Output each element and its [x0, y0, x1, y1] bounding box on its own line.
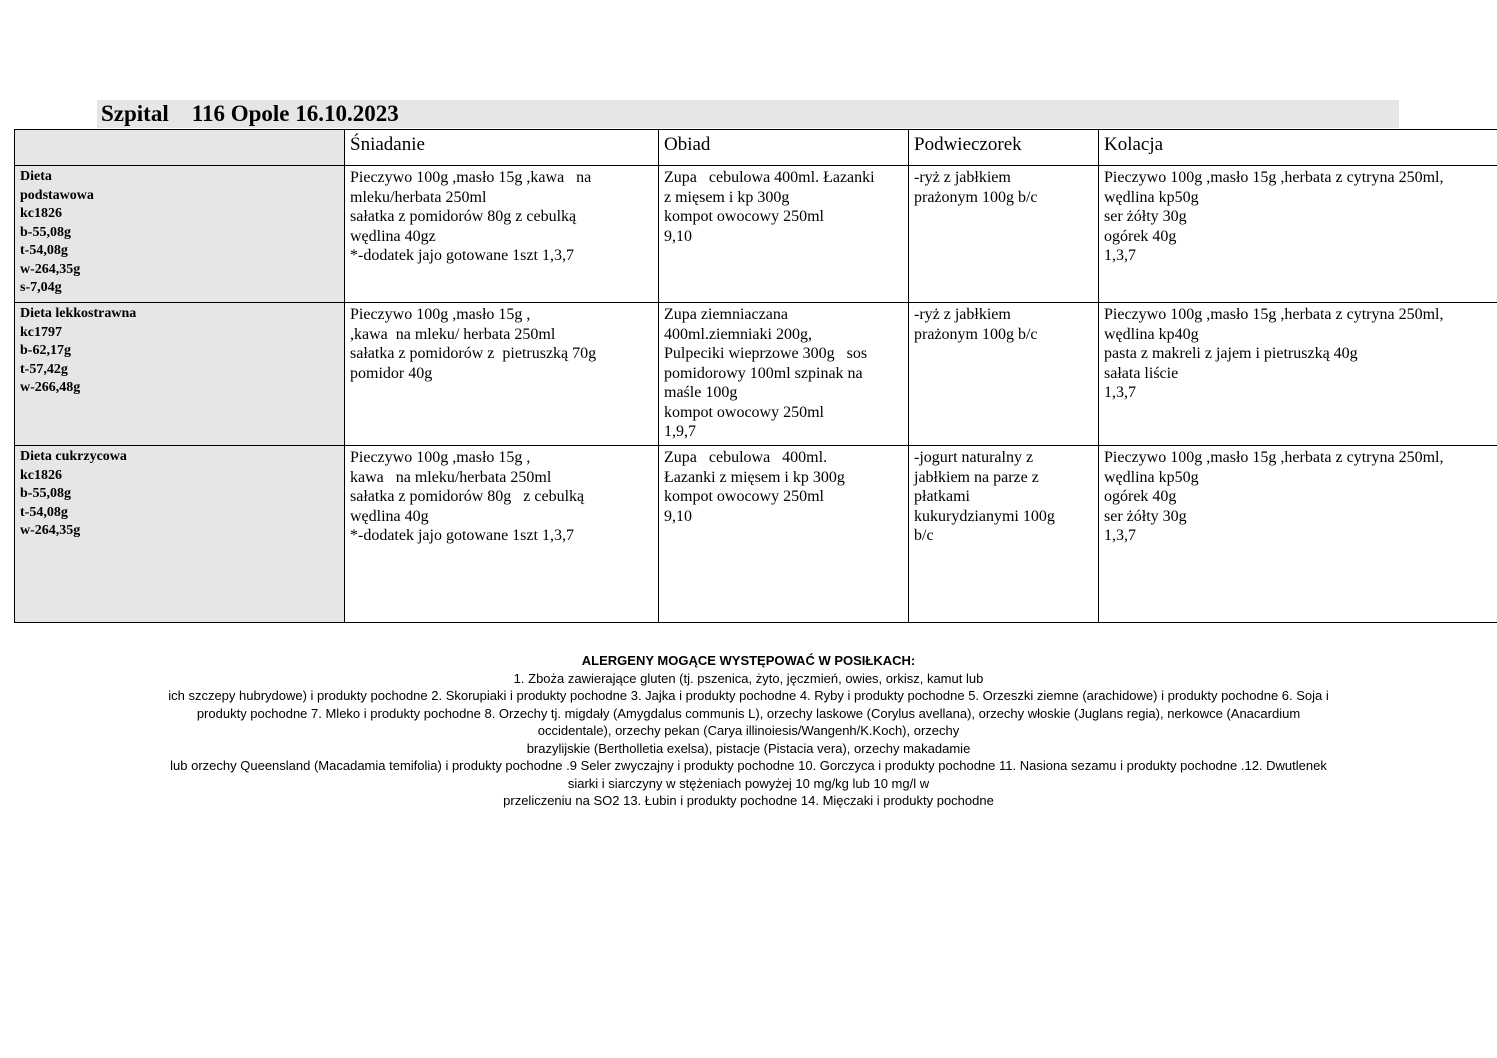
allergens-line: 1. Zboża zawierające gluten (tj. pszenica, żyto, jęczmień, owies, orkisz, kamut lub — [513, 670, 984, 686]
meal-line: sałatka z pomidorów 80g z cebulką — [350, 208, 577, 225]
obiad-cell — [659, 166, 909, 303]
obiad-cell — [659, 303, 909, 446]
meal-line: jabłkiem na parze z — [914, 468, 1039, 486]
meal-line: 400ml.ziemniaki 200g, — [664, 325, 812, 343]
meal-line: -ryż z jabłkiem — [914, 306, 1011, 323]
obiad-cell — [659, 446, 909, 623]
meal-line: ogórek 40g — [1104, 227, 1177, 245]
diet-line: podstawowa — [20, 187, 94, 203]
diet-line: w-264,35g — [20, 261, 81, 277]
meal-line: prażonym 100g b/c — [914, 188, 1038, 206]
table-row — [15, 446, 1497, 623]
meal-line: kompot owocowy 250ml — [664, 208, 824, 225]
allergens-line: brazylijskie (Bertholletia exelsa), pistacje (Pistacia vera), orzechy makadamie — [526, 740, 971, 756]
meal-line: pomidor 40g — [350, 364, 433, 382]
meal-line: sałatka z pomidorów z pietruszką 70g — [350, 345, 597, 362]
diet-line: b-55,08g — [20, 486, 71, 501]
diet-line: b-62,17g — [20, 343, 71, 358]
page-title: Szpital 116 Opole 16.10.2023 — [101, 101, 399, 126]
allergens-line: przeliczeniu na SO2 13. Łubin i produkty pochodne 14. Mięczaki i produkty pochodne — [503, 793, 994, 808]
meal-line: z mięsem i kp 300g — [664, 188, 790, 206]
meal-line: prażonym 100g b/c — [914, 325, 1038, 343]
allergens-line: lub orzechy Queensland (Macadamia temifolia) i produkty pochodne .9 Seler zwyczajny i produkty pochodne 10. Gorczyca i produkty pochodne 11. Nasiona sezamu i produkty pochodne .12. Dwutlenek — [170, 758, 1327, 773]
diet-line: Dieta cukrzycowa — [20, 449, 127, 464]
diet-line: t-57,42g — [20, 361, 68, 377]
meal-line: ogórek 40g — [1104, 488, 1177, 505]
sniadanie-cell — [345, 166, 659, 303]
header-corner — [15, 130, 345, 166]
diet-line: b-55,08g — [20, 224, 71, 240]
meal-line: -jogurt naturalny z — [914, 449, 1034, 466]
meal-line: wędlina kp50g — [1104, 468, 1199, 486]
meal-line: płatkami — [914, 488, 970, 505]
kolacja-cell — [1099, 166, 1497, 303]
diet-line: kc1797 — [20, 324, 62, 340]
meal-line: kompot owocowy 250ml — [664, 403, 824, 421]
diet-line: Dieta lekkostrawna — [20, 306, 137, 321]
allergens-heading: ALERGENY MOGĄCE WYSTĘPOWAĆ W POSIŁKACH: — [581, 653, 916, 668]
meal-line: 1,3,7 — [1104, 527, 1136, 544]
meal-line: 9,10 — [664, 227, 692, 245]
meal-line: Pieczywo 100g ,masło 15g ,herbata z cytryna 250ml, — [1104, 449, 1444, 466]
diet-cell — [15, 303, 345, 446]
meal-line: *-dodatek jajo gotowane 1szt 1,3,7 — [350, 527, 574, 544]
meal-line: sałatka z pomidorów 80g z cebulką — [350, 488, 585, 505]
meal-line: ,kawa na mleku/ herbata 250ml — [350, 325, 556, 343]
meal-line: sałata liście — [1104, 364, 1179, 382]
meal-line: Zupa ziemniaczana — [664, 306, 788, 323]
diet-cell — [15, 446, 345, 623]
header-sniadanie: Śniadanie — [345, 130, 659, 166]
table-row — [15, 303, 1497, 446]
meal-line: kukurydzianymi 100g — [914, 507, 1055, 525]
meal-line: ser żółty 30g — [1104, 208, 1187, 225]
diet-line: kc1826 — [20, 206, 62, 221]
meal-line: wędlina 40g — [350, 507, 429, 525]
meal-line: Pieczywo 100g ,masło 15g ,herbata z cytryna 250ml, — [1104, 169, 1444, 186]
header-podwieczorek: Podwieczorek — [909, 130, 1099, 166]
meal-line: ser żółty 30g — [1104, 507, 1187, 525]
meal-line: maśle 100g — [664, 384, 738, 401]
meal-line: b/c — [914, 527, 934, 544]
header-kolacja: Kolacja — [1099, 130, 1497, 166]
header-obiad: Obiad — [659, 130, 909, 166]
header-row — [15, 130, 1497, 166]
diet-line: w-264,35g — [20, 523, 81, 538]
diet-line: w-266,48g — [20, 380, 81, 395]
diet-line: Dieta — [20, 169, 52, 184]
meal-line: 1,3,7 — [1104, 247, 1136, 264]
allergens-notice — [100, 652, 1397, 810]
meal-line: Pieczywo 100g ,masło 15g ,herbata z cytryna 250ml, — [1104, 306, 1444, 323]
meal-line: -ryż z jabłkiem — [914, 169, 1011, 186]
meal-line: mleku/herbata 250ml — [350, 188, 487, 206]
allergens-line: siarki i siarczyny w stężeniach powyżej 10 mg/kg lub 10 mg/l w — [567, 775, 930, 791]
diet-cell — [15, 166, 345, 303]
meal-line: Łazanki z mięsem i kp 300g — [664, 468, 845, 486]
sniadanie-cell — [345, 446, 659, 623]
meal-line: 1,9,7 — [664, 423, 696, 440]
podwieczorek-cell — [909, 166, 1099, 303]
title-bar — [97, 100, 1399, 128]
podwieczorek-cell — [909, 446, 1099, 623]
meal-line: Pieczywo 100g ,masło 15g , — [350, 449, 531, 466]
meal-line: wędlina kp40g — [1104, 325, 1199, 343]
kolacja-cell — [1099, 446, 1497, 623]
diet-line: t-54,08g — [20, 504, 68, 520]
meal-line: kawa na mleku/herbata 250ml — [350, 468, 552, 486]
table-row — [15, 166, 1497, 303]
sniadanie-cell — [345, 303, 659, 446]
meal-line: *-dodatek jajo gotowane 1szt 1,3,7 — [350, 247, 574, 264]
allergens-line: occidentale), orzechy pekan (Carya illinoiesis/Wangenh/K.Koch), orzechy — [537, 723, 960, 738]
kolacja-cell — [1099, 303, 1497, 446]
allergens-line: ich szczepy hubrydowe) i produkty pochodne 2. Skorupiaki i produkty pochodne 3. Jajka i produkty pochodne 4. Ryby i produkty pochodne 5. Orzeszki ziemne (arachidowe) i produkty pochodne 6. Soja i — [168, 688, 1329, 703]
meal-line: 9,10 — [664, 507, 692, 525]
meal-line: 1,3,7 — [1104, 384, 1136, 401]
podwieczorek-cell — [909, 303, 1099, 446]
meal-line: Pulpeciki wieprzowe 300g sos — [664, 345, 868, 362]
meal-line: Pieczywo 100g ,masło 15g , — [350, 306, 531, 323]
meal-line: Zupa cebulowa 400ml. — [664, 449, 828, 466]
allergens-line: produkty pochodne 7. Mleko i produkty pochodne 8. Orzechy tj. migdały (Amygdalus communis L), orzechy laskowe (Corylus avellana), orzechy włoskie (Juglans regia), nerkowce (Anacardium — [196, 705, 1301, 721]
meal-line: wędlina kp50g — [1104, 188, 1199, 206]
diet-line: kc1826 — [20, 467, 62, 483]
meal-line: Pieczywo 100g ,masło 15g ,kawa na — [350, 169, 592, 186]
meal-line: wędlina 40gz — [350, 227, 436, 245]
menu-table — [14, 129, 1497, 623]
diet-line: t-54,08g — [20, 243, 68, 258]
diet-line: s-7,04g — [20, 280, 62, 295]
meal-line: kompot owocowy 250ml — [664, 488, 824, 505]
meal-line: Zupa cebulowa 400ml. Łazanki — [664, 169, 875, 186]
meal-line: pomidorowy 100ml szpinak na — [664, 364, 863, 382]
meal-line: pasta z makreli z jajem i pietruszką 40g — [1104, 345, 1358, 362]
